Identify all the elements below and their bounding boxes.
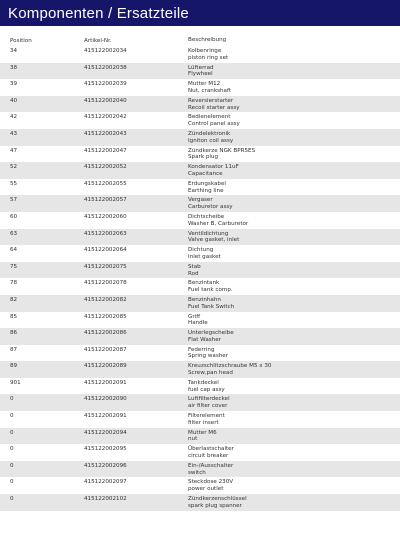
cell-article-number: 415122002087 xyxy=(84,346,127,353)
description-english: Flywheel xyxy=(188,71,213,78)
description-german: Dichtung xyxy=(188,247,214,254)
cell-position: 63 xyxy=(10,230,18,237)
description-german: Zündkerze NGK BPR5ES xyxy=(188,147,256,154)
cell-article-number: 415122002039 xyxy=(84,81,127,88)
table-row xyxy=(0,146,400,163)
cell-description xyxy=(188,477,400,494)
cell-position: 901 xyxy=(10,379,21,386)
description-english: Spring washer xyxy=(188,353,229,360)
cell-article-number: 415122002086 xyxy=(84,330,127,337)
cell-article-number: 415122002047 xyxy=(84,147,127,154)
description-english: Carburetor assy xyxy=(188,204,233,211)
cell-position: 39 xyxy=(10,81,18,88)
cell-position: 85 xyxy=(10,313,18,320)
description-english: Washer B, Carburetor xyxy=(188,220,249,227)
description-english: Flat Washer xyxy=(188,336,221,343)
description-german: Steckdose 230V xyxy=(188,479,234,486)
cell-description xyxy=(188,278,400,295)
table-row xyxy=(0,394,400,411)
table-row xyxy=(0,179,400,196)
description-german: Kolbenringe xyxy=(188,48,222,54)
description-german: Benzintank xyxy=(188,280,220,287)
description-english: switch xyxy=(188,469,206,476)
table-row xyxy=(0,195,400,212)
cell-position: 86 xyxy=(10,330,18,337)
table-row xyxy=(0,411,400,428)
cell-description xyxy=(188,212,400,229)
cell-description xyxy=(188,494,400,511)
cell-article-number: 415122002042 xyxy=(84,114,127,121)
cell-position: 75 xyxy=(10,263,18,270)
cell-position: 64 xyxy=(10,247,18,254)
cell-position: 47 xyxy=(10,147,18,154)
description-german: Unterlegscheibe xyxy=(188,330,234,337)
cell-description xyxy=(188,345,400,362)
cell-article-number: 415122002034 xyxy=(84,48,127,54)
table-row xyxy=(0,461,400,478)
description-english: Rod xyxy=(188,270,199,277)
cell-position: 52 xyxy=(10,164,18,171)
table-row xyxy=(0,328,400,345)
cell-article-number: 415122002095 xyxy=(84,446,127,453)
cell-article-number: 415122002063 xyxy=(84,230,127,237)
table-row xyxy=(0,477,400,494)
table-row xyxy=(0,162,400,179)
description-german: Erdungskabel xyxy=(188,180,226,187)
description-english: Valve gasket, inlet xyxy=(188,237,240,244)
cell-description xyxy=(188,229,400,246)
cell-description xyxy=(188,162,400,179)
table-row xyxy=(0,295,400,312)
table-row xyxy=(0,129,400,146)
cell-description xyxy=(188,96,400,113)
table-row xyxy=(0,46,400,63)
description-german: Tankdeckel xyxy=(188,379,219,386)
table-row xyxy=(0,63,400,80)
parts-table xyxy=(0,46,400,511)
cell-article-number: 415122002057 xyxy=(84,197,127,204)
cell-description xyxy=(188,195,400,212)
cell-article-number: 415122002097 xyxy=(84,479,127,486)
description-german: Ein-/Ausschalter xyxy=(188,462,234,469)
cell-position: 0 xyxy=(10,396,14,403)
description-german: Mutter M6 xyxy=(188,429,217,436)
description-english: Fuel tank comp. xyxy=(188,287,233,294)
cell-position: 38 xyxy=(10,64,18,71)
cell-description xyxy=(188,394,400,411)
table-row xyxy=(0,378,400,395)
cell-description xyxy=(188,411,400,428)
cell-article-number: 415122002052 xyxy=(84,164,127,171)
cell-article-number: 415122002089 xyxy=(84,363,127,370)
cell-article-number: 415122002055 xyxy=(84,180,127,187)
cell-position: 0 xyxy=(10,496,14,503)
description-german: Zündkerzenschlüssel xyxy=(188,496,247,503)
cell-description xyxy=(188,63,400,80)
description-english: air filter cover xyxy=(188,403,228,410)
description-english: Igniton coil assy xyxy=(188,137,234,144)
cell-description xyxy=(188,245,400,262)
description-english: piston ring set xyxy=(188,54,229,61)
cell-article-number: 415122002085 xyxy=(84,313,127,320)
cell-description xyxy=(188,79,400,96)
description-german: Ventildichtung xyxy=(188,230,229,237)
description-english: Control panel assy xyxy=(188,121,240,128)
description-english: Recoil starter assy xyxy=(188,104,240,111)
cell-description xyxy=(188,378,400,395)
description-english: Inlet gasket xyxy=(188,253,221,260)
header-article: Artikel-Nr. xyxy=(84,37,112,44)
description-german: Luftfilterdeckel xyxy=(188,396,230,403)
table-row xyxy=(0,278,400,295)
description-english: circuit breaker xyxy=(188,453,229,460)
table-row xyxy=(0,444,400,461)
cell-position: 89 xyxy=(10,363,18,370)
description-english: power outlet xyxy=(188,486,224,493)
cell-description xyxy=(188,428,400,445)
cell-position: 82 xyxy=(10,296,18,303)
cell-description xyxy=(188,46,400,63)
description-german: Federring xyxy=(188,346,215,353)
cell-description xyxy=(188,295,400,312)
cell-position: 34 xyxy=(10,48,18,54)
table-row xyxy=(0,79,400,96)
description-german: Griff xyxy=(188,313,201,320)
cell-article-number: 415122002094 xyxy=(84,429,127,436)
page-title: Komponenten / Ersatzteile xyxy=(8,4,189,22)
description-german: Mutter M12 xyxy=(188,81,221,88)
table-row xyxy=(0,312,400,329)
cell-description xyxy=(188,361,400,378)
cell-position: 0 xyxy=(10,446,14,453)
cell-position: 55 xyxy=(10,180,18,187)
cell-description xyxy=(188,262,400,279)
cell-position: 78 xyxy=(10,280,18,287)
cell-description xyxy=(188,461,400,478)
description-german: Filterelement xyxy=(188,413,225,420)
cell-position: 0 xyxy=(10,413,14,420)
description-german: Dichtscheibe xyxy=(188,213,225,220)
header-description: Beschreibung xyxy=(188,37,227,44)
description-german: Reversierstarter xyxy=(188,97,234,104)
description-german: Überlastschalter xyxy=(188,446,234,453)
cell-article-number: 415122002075 xyxy=(84,263,127,270)
description-german: Kondensator 11uF xyxy=(188,164,239,171)
cell-description xyxy=(188,112,400,129)
description-english: Handle xyxy=(188,320,208,327)
description-german: Kreuzschlitzschraube M5 x 30 xyxy=(188,363,272,370)
cell-article-number: 415122002091 xyxy=(84,413,127,420)
cell-position: 57 xyxy=(10,197,18,204)
cell-position: 0 xyxy=(10,479,14,486)
description-english: filter insert xyxy=(188,419,219,426)
table-row xyxy=(0,361,400,378)
table-row xyxy=(0,96,400,113)
cell-position: 40 xyxy=(10,97,18,104)
description-german: Stab xyxy=(188,263,201,270)
table-row xyxy=(0,494,400,511)
table-row xyxy=(0,112,400,129)
header-position: Position xyxy=(10,37,32,44)
cell-article-number: 415122002060 xyxy=(84,213,127,220)
table-row xyxy=(0,345,400,362)
description-german: Benzinhahn xyxy=(188,296,221,303)
cell-article-number: 415122002038 xyxy=(84,64,127,71)
cell-description xyxy=(188,179,400,196)
description-english: nut xyxy=(188,436,198,443)
description-german: Lüfterrad xyxy=(188,64,214,71)
description-german: Bedienelement xyxy=(188,114,231,121)
cell-description xyxy=(188,328,400,345)
cell-article-number: 415122002082 xyxy=(84,296,127,303)
title-bar xyxy=(0,0,400,26)
cell-description xyxy=(188,129,400,146)
description-german: Zündelektronik xyxy=(188,130,231,137)
cell-article-number: 415122002091 xyxy=(84,379,127,386)
cell-position: 0 xyxy=(10,462,14,469)
description-english: Earthing line xyxy=(188,187,224,194)
description-english: fuel cap assy xyxy=(188,386,225,393)
description-english: spark plug spanner xyxy=(188,502,242,509)
cell-description xyxy=(188,444,400,461)
description-english: Capacitance xyxy=(188,170,223,177)
table-row xyxy=(0,229,400,246)
cell-description xyxy=(188,146,400,163)
table-row xyxy=(0,262,400,279)
cell-article-number: 415122002043 xyxy=(84,130,127,137)
description-english: Screw,pan head xyxy=(188,370,233,377)
cell-position: 0 xyxy=(10,429,14,436)
cell-position: 87 xyxy=(10,346,18,353)
cell-article-number: 415122002040 xyxy=(84,97,127,104)
table-row xyxy=(0,212,400,229)
cell-article-number: 415122002064 xyxy=(84,247,127,254)
table-row xyxy=(0,245,400,262)
cell-position: 42 xyxy=(10,114,18,121)
cell-article-number: 415122002078 xyxy=(84,280,127,287)
description-english: Fuel Tank Switch xyxy=(188,303,235,310)
cell-article-number: 415122002102 xyxy=(84,496,127,503)
cell-position: 60 xyxy=(10,213,18,220)
table-header xyxy=(0,33,400,46)
cell-article-number: 415122002096 xyxy=(84,462,127,469)
description-german: Vergaser xyxy=(188,197,213,204)
cell-position: 43 xyxy=(10,130,18,137)
description-english: Spark plug xyxy=(188,154,219,161)
cell-description xyxy=(188,312,400,329)
cell-article-number: 415122002090 xyxy=(84,396,127,403)
table-row xyxy=(0,428,400,445)
description-english: Nut, crankshaft xyxy=(188,87,232,94)
